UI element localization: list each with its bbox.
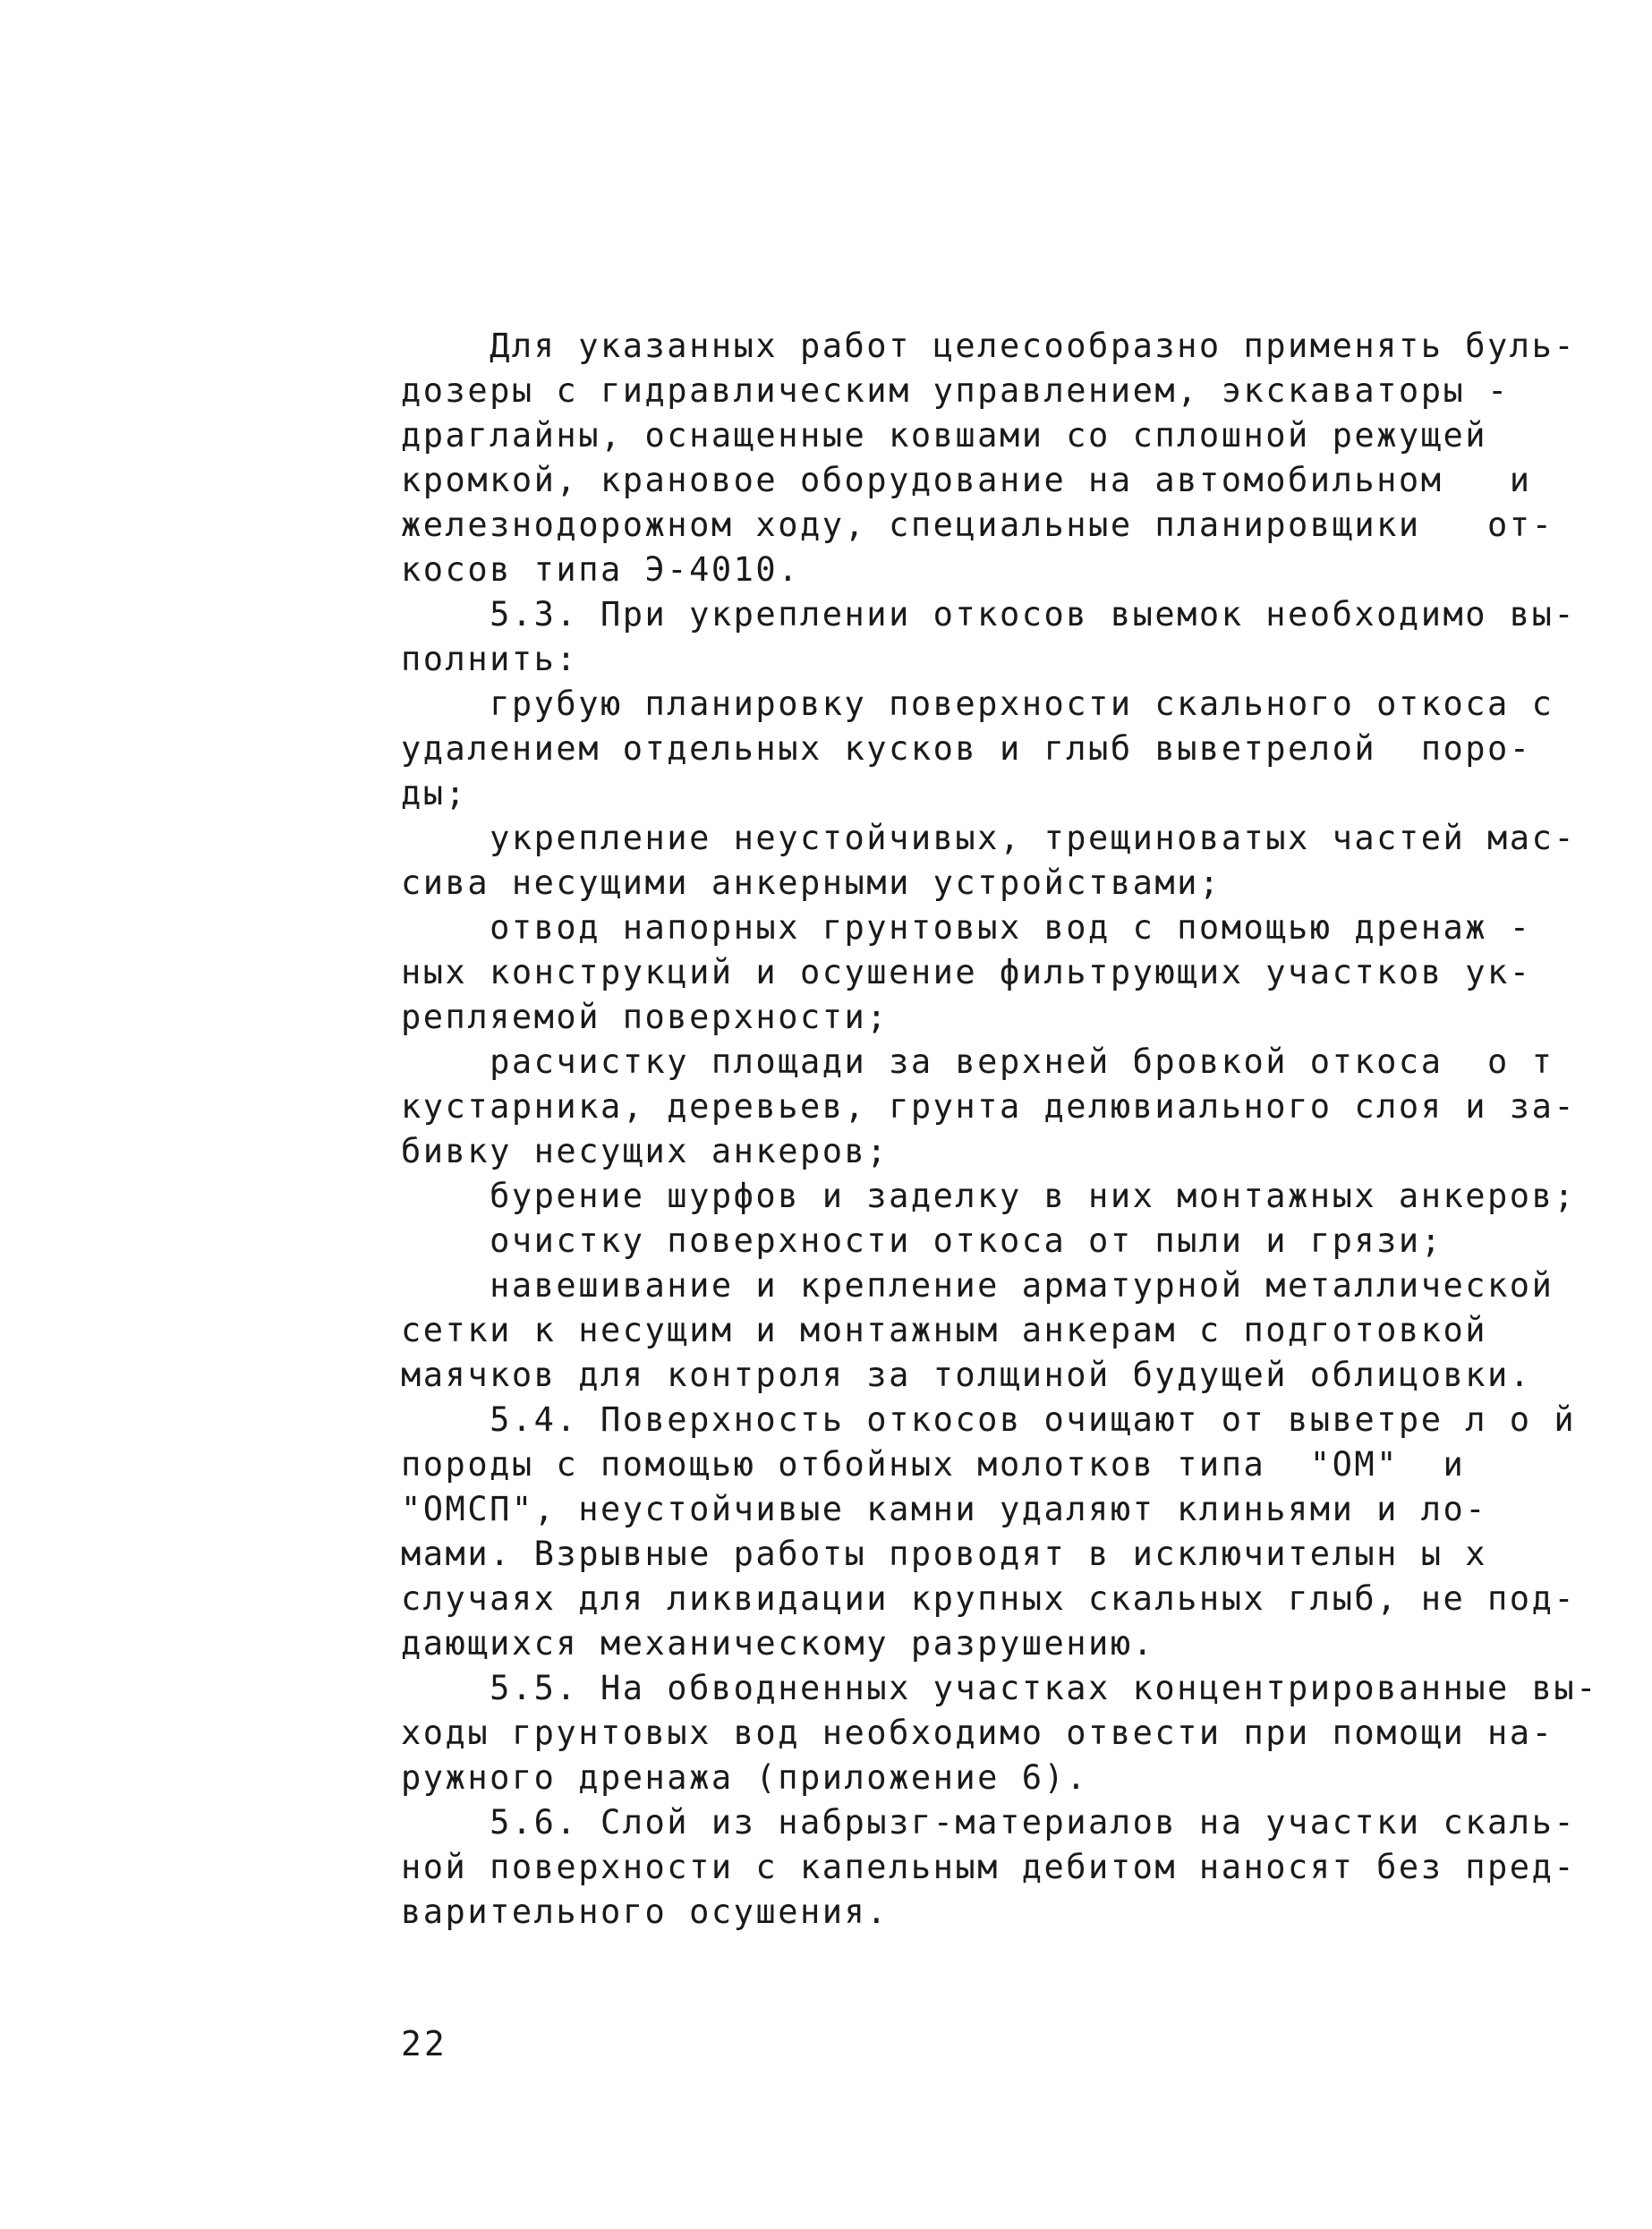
text-line: кустарника, деревьев, грунта делювиального слоя и за- bbox=[401, 1087, 1577, 1126]
text-line: сива несущими анкерными устройствами; bbox=[401, 864, 1222, 902]
text-line: удалением отдельных кусков и глыб выветрелой поро- bbox=[401, 729, 1532, 768]
text-line: полнить: bbox=[401, 640, 579, 678]
text-line: драглайны, оснащенные ковшами со сплошной режущей bbox=[401, 416, 1488, 455]
text-line: ходы грунтовых вод необходимо отвести при помощи на- bbox=[401, 1714, 1554, 1752]
text-line: железнодорожном ходу, специальные планировщики от- bbox=[401, 506, 1554, 544]
text-line: дающихся механическому разрушению. bbox=[401, 1624, 1155, 1663]
text-line: бивку несущих анкеров; bbox=[401, 1132, 890, 1170]
text-line: породы с помощью отбойных молотков типа "ОМ" и bbox=[401, 1445, 1466, 1484]
text-line: косов типа Э-4010. bbox=[401, 550, 800, 589]
text-line: расчистку площади за верхней бровкой откоса о т bbox=[401, 1042, 1554, 1081]
text-line: дозеры с гидравлическим управлением, экскаваторы - bbox=[401, 371, 1510, 410]
text-line: Для указанных работ целесообразно применять буль- bbox=[401, 327, 1577, 365]
text-line: репляемой поверхности; bbox=[401, 998, 890, 1036]
text-line: ных конструкций и осушение фильтрующих участков ук- bbox=[401, 953, 1532, 991]
text-line: 5.6. Слой из набрызг-материалов на участки скаль- bbox=[401, 1803, 1577, 1842]
text-line: сетки к несущим и монтажным анкерам с подготовкой bbox=[401, 1311, 1488, 1349]
text-line: навешивание и крепление арматурной металлической bbox=[401, 1266, 1554, 1305]
text-line: 5.5. На обводненных участках концентрированные вы- bbox=[401, 1669, 1598, 1707]
text-line: ды; bbox=[401, 774, 468, 812]
text-line: случаях для ликвидации крупных скальных глыб, не под- bbox=[401, 1579, 1577, 1618]
text-line: варительного осушения. bbox=[401, 1893, 890, 1931]
text-line: кромкой, крановое оборудование на автомобильном и bbox=[401, 461, 1532, 499]
text-line: укрепление неустойчивых, трещиноватых частей мас- bbox=[401, 819, 1577, 857]
text-line: "ОМСП", неустойчивые камни удаляют клиньями и ло- bbox=[401, 1490, 1488, 1528]
text-line: грубую планировку поверхности скального откоса с bbox=[401, 685, 1554, 723]
page-number: 22 bbox=[401, 2024, 447, 2063]
text-line: отвод напорных грунтовых вод с помощью дренаж - bbox=[401, 908, 1532, 947]
text-line: ружного дренажа (приложение 6). bbox=[401, 1758, 1089, 1797]
text-line: маячков для контроля за толщиной будущей облицовки. bbox=[401, 1356, 1532, 1394]
text-line: очистку поверхности откоса от пыли и грязи; bbox=[401, 1221, 1443, 1260]
text-line: мами. Взрывные работы проводят в исключителын ы х bbox=[401, 1535, 1488, 1573]
text-line: 5.4. Поверхность откосов очищают от выветре л о й bbox=[401, 1400, 1577, 1439]
text-line: ной поверхности с капельным дебитом наносят без пред- bbox=[401, 1848, 1577, 1886]
text-line: бурение шурфов и заделку в них монтажных анкеров; bbox=[401, 1177, 1577, 1215]
body-text bbox=[401, 324, 1598, 1935]
text-line: 5.3. При укреплении откосов выемок необходимо вы- bbox=[401, 595, 1577, 634]
